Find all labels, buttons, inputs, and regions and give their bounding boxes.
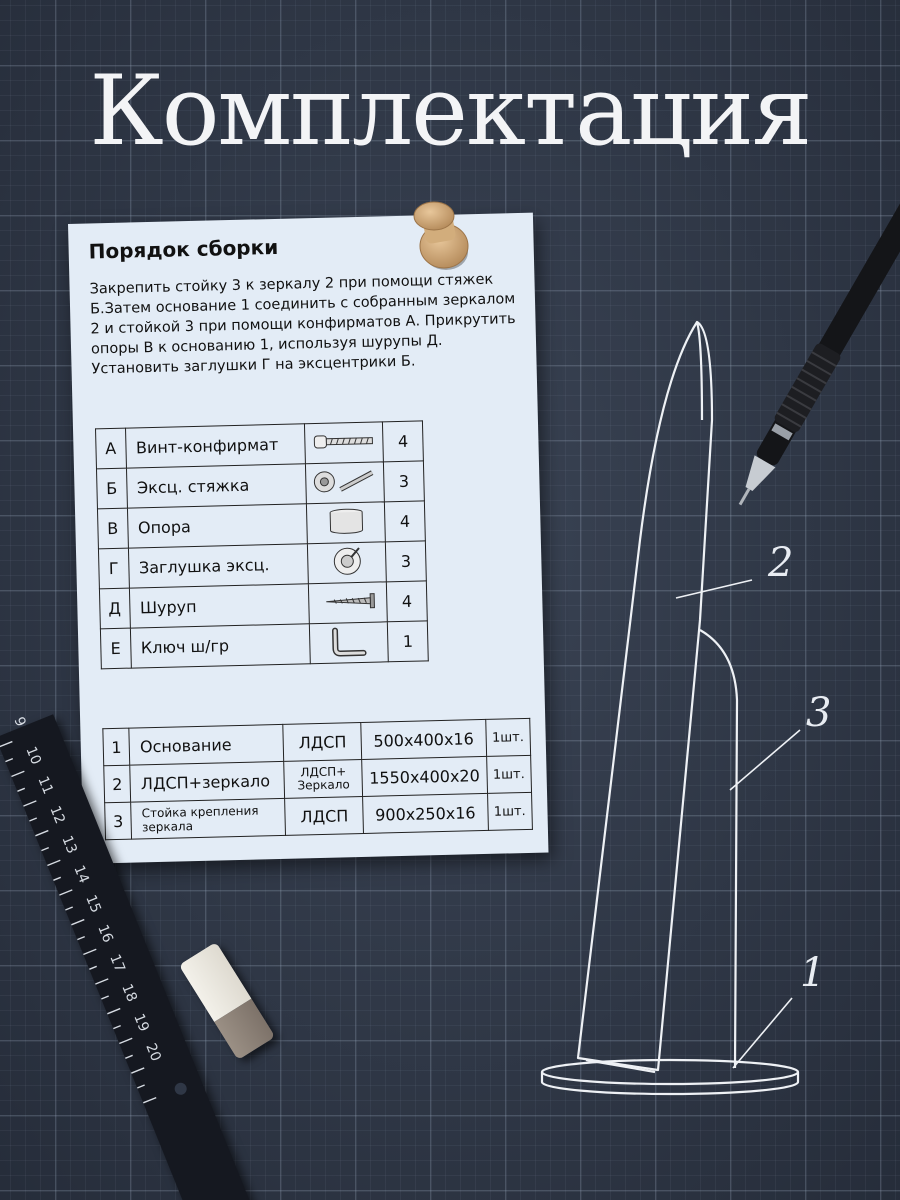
assembly-heading: Порядок сборки (88, 234, 279, 264)
ruler-number: 13 (58, 833, 80, 856)
hardware-name: Винт-конфирмат (125, 424, 305, 468)
ruler-number: 17 (106, 952, 128, 975)
panel-material: ЛДСП (283, 722, 362, 761)
ruler-number: 11 (34, 774, 56, 797)
hardware-letter: А (96, 428, 126, 469)
diagram-label-2: 2 (768, 540, 794, 586)
panel-size: 500x400x16 (361, 719, 486, 759)
hardware-name: Ключ ш/гр (130, 624, 310, 668)
ruler-number: 12 (46, 803, 68, 827)
hardware-letter: Б (96, 468, 126, 509)
hardware-qty: 4 (385, 501, 426, 542)
hardware-letter: В (97, 508, 127, 549)
hardware-name: Опора (127, 504, 307, 548)
hardware-qty: 1 (388, 621, 429, 662)
hardware-name: Шуруп (129, 584, 309, 628)
panel-size: 1550x400x20 (362, 756, 487, 796)
diagram-label-1: 1 (800, 950, 826, 996)
hardware-qty: 4 (383, 421, 424, 462)
hardware-letter: Г (98, 548, 128, 589)
panel-number: 1 (103, 728, 130, 766)
ruler-number: 20 (142, 1041, 164, 1064)
hardware-qty: 4 (387, 581, 428, 622)
page-title: Комплектация (89, 55, 811, 167)
panel-name: ЛДСП+зеркало (130, 761, 285, 802)
hardware-letter: Д (99, 588, 129, 629)
panel-name: Основание (129, 724, 284, 765)
panel-number: 2 (104, 765, 131, 803)
panel-number: 3 (105, 802, 132, 840)
ruler-number: 14 (70, 863, 92, 886)
panel-size: 900x250x16 (363, 793, 488, 833)
hardware-letter: Е (100, 628, 130, 669)
ruler-number: 15 (82, 892, 104, 916)
hardware-name: Эксц. стяжка (126, 464, 306, 508)
ruler-number: 16 (94, 922, 116, 945)
ruler-number: 9 (10, 714, 29, 730)
hardware-qty: 3 (386, 541, 427, 582)
hardware-qty: 3 (384, 461, 425, 502)
ruler-number: 19 (130, 1011, 152, 1034)
hardware-name: Заглушка эксц. (128, 544, 308, 588)
panel-count: 1шт. (485, 718, 530, 756)
panel-material: ЛДСП (285, 796, 364, 835)
panel-name: Стойка крепления зеркала (131, 798, 286, 839)
ruler-number: 18 (118, 981, 140, 1005)
panel-count: 1шт. (487, 792, 532, 830)
ruler-number: 10 (22, 744, 44, 767)
assembly-instructions: Закрепить стойку 3 к зеркалу 2 при помощи стяжек Б.Затем основание 1 соединить с собранным зеркалом 2 и стойкой 3 при помощи конфирматов А. Прикрутить опоры В к основанию 1, используя шурупы Д. Установить заглушки Г на эксцентрики Б. (89, 271, 516, 378)
diagram-label-3: 3 (806, 690, 832, 736)
panel-count: 1шт. (486, 755, 531, 793)
panel-material: ЛДСП+ Зеркало (284, 759, 363, 798)
